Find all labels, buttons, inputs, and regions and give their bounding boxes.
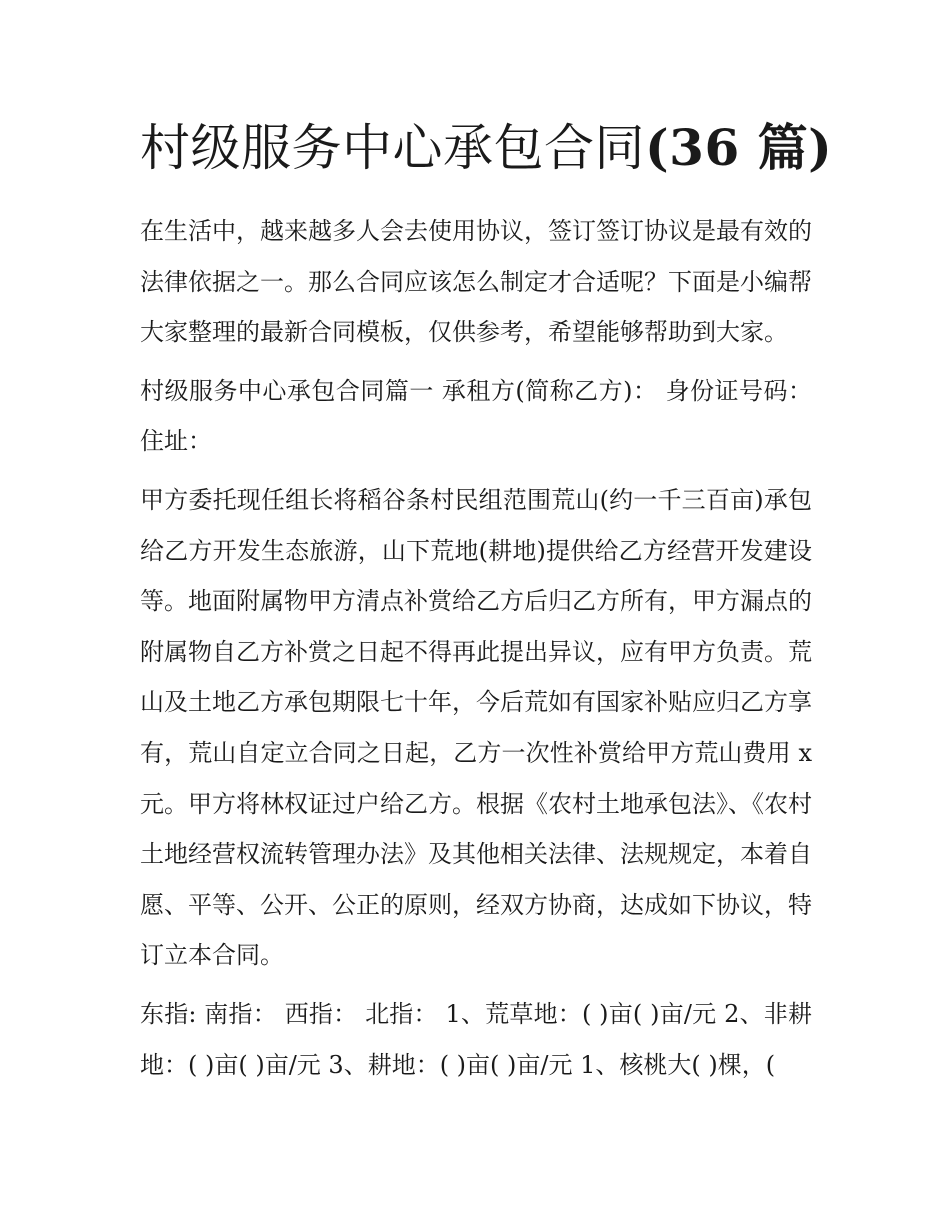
paragraph-intro: 在生活中，越来越多人会去使用协议，签订签订协议是最有效的法律依据之一。那么合同应该怎么制定才合适呢？下面是小编帮大家整理的最新合同模板，仅供参考，希望能够帮助到大家。 bbox=[140, 217, 812, 347]
paragraph-contract-header: 村级服务中心承包合同篇一 承租方(简称乙方)： 身份证号码： 住址： bbox=[140, 376, 812, 456]
paragraph-boundaries: 东指: 南指： 西指： 北指： 1、荒草地：( )亩( )亩/元 2、非耕地：( )亩( )亩/元 3、耕地：( )亩( )亩/元 1、核桃大( )棵，( bbox=[140, 999, 812, 1079]
title-count: (36 篇) bbox=[645, 118, 833, 177]
document-page bbox=[140, 110, 833, 1090]
title-main: 村级服务中心承包合同 bbox=[140, 119, 645, 177]
paragraph-contract-body: 甲方委托现任组长将稻谷条村民组范围荒山(约一千三百亩)承包给乙方开发生态旅游，山下荒地(耕地)提供给乙方经营开发建设等。地面附属物甲方清点补赏给乙方后归乙方所有，甲方漏点的附属物自乙方补赏之日起不得再此提出异议，应有甲方负责。荒山及土地乙方承包期限七十年，今后荒如有国家补贴应归乙方享有，荒山自定立合同之日起，乙方一次性补赏给甲方荒山费用 x 元。甲方将林权证过户给乙方。根据《农村土地承包法》、《农村土地经营权流转管理办法》及其他相关法律、法规规定，本着自愿、平等、公开、公正的原则，经双方协商，达成如下协议，特订立本合同。 bbox=[140, 485, 812, 970]
document-title bbox=[140, 110, 833, 186]
